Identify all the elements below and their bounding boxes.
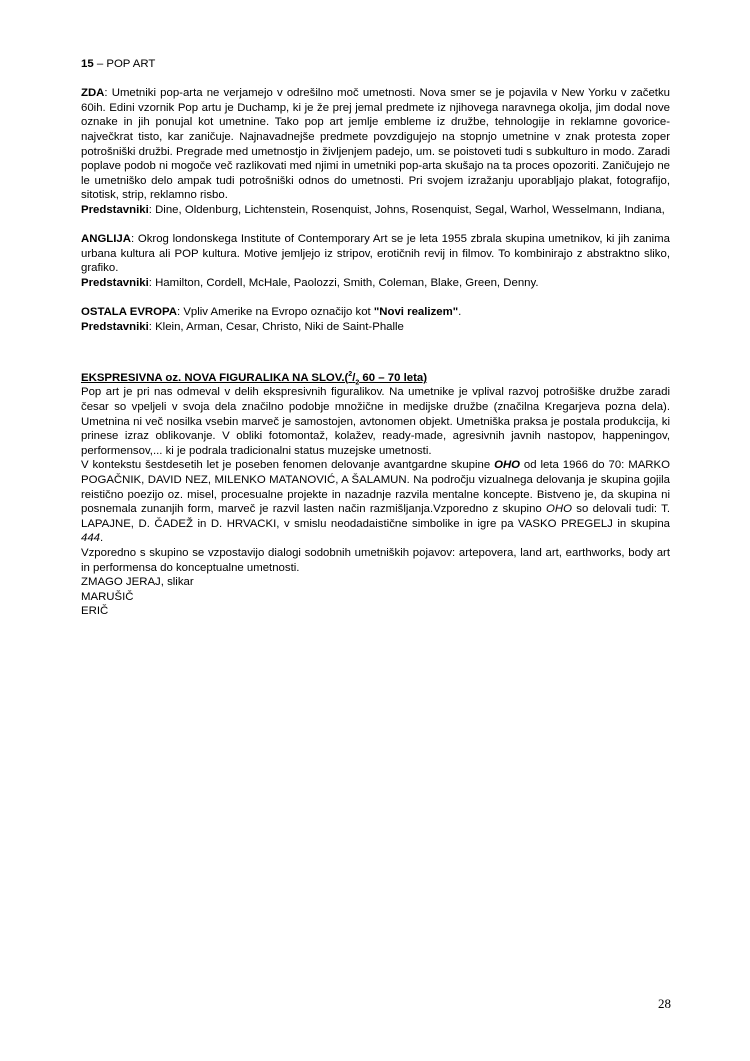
fraction-slash: /	[352, 371, 356, 384]
oho-name: OHO	[494, 459, 521, 472]
evropa-label: OSTALA EVROPA	[81, 306, 177, 319]
zda-text: : Umetniki pop-arta ne verjamejo v odrešilno moč umetnosti. Nova smer se je pojavila v New Yorku v začetku 60ih. Edini vzornik Pop artu je Duchamp, ki je že prej jemal predmete iz njihovega naravnega okolja, jim dodal nove oznake in jih ponujal kot umetnine. Tako pop art jemlje embleme iz družbe, tehnologije in reklamne govorice-največkrat tisto, kar zaničuje. Najnavadnejše predmete povzdigujejo na stopnjo umetnine v znak protesta zoper potrošniški družbi. Pregrade med umetnostjo in življenjem padejo, um. se poistoveti tudi s subkulturo in modo. Zaradi poplave podob ni mogoče več razlikovati med njimi in umetniki pop-arta skušajo na ta proces opozoriti. Zaničujejo ne le umetniško delo ampak tudi potrošniški odnos do umetnosti. Pri svojem izražanju uporabljajo plakat, fotografijo, sitotisk, strip, reklamno risbo.	[81, 87, 670, 202]
artist-name-2: MARUŠIČ	[81, 590, 134, 603]
fraction-numerator: 2	[348, 371, 353, 379]
anglija-label: ANGLIJA	[81, 233, 131, 246]
anglija-paragraph	[81, 232, 670, 290]
anglija-text: : Okrog londonskega Institute of Contemporary Art se je leta 1955 zbrala skupina umetnikov, ki jih zanima urbana kultura ali POP kultura. Motive jemljejo iz stripov, erotičnih revij in filmov. To kombinirajo z abstraktno sliko, grafiko.	[81, 233, 670, 275]
zda-representatives-text: : Dine, Oldenburg, Lichtenstein, Rosenquist, Johns, Rosenquist, Segal, Warhol, Wesselmann, Indiana,	[148, 203, 665, 216]
artist-name-1: ZMAGO JERAJ, slikar	[81, 576, 194, 589]
artist-name-3: ERIČ	[81, 605, 109, 618]
zda-representatives-label: Predstavniki	[81, 203, 149, 216]
p2-part-c: so delovali tudi: T. LAPAJNE, D. ČADEŽ in D. HRVACKI, v smislu neodadaistične simbolike in igre pa VASKO PREGELJ in skupina	[81, 503, 670, 530]
evropa-paragraph	[81, 305, 670, 334]
oho-name-2: OHO	[546, 503, 572, 516]
p2-part-a: V kontekstu šestdesetih let je poseben fenomen delovanje avantgardne skupine	[81, 459, 495, 472]
p2-part-d: .	[100, 532, 104, 545]
heading-number: 15	[81, 58, 94, 70]
evropa-end: .	[458, 306, 462, 319]
evropa-text: : Vpliv Amerike na Evropo označijo kot	[176, 306, 374, 319]
zda-label: ZDA	[81, 87, 105, 100]
page-number: 28	[658, 996, 671, 1011]
ekspresivna-title	[81, 371, 428, 387]
ekspresivna-heading	[81, 371, 670, 386]
ekspresivna-title-a: EKSPRESIVNA oz. NOVA FIGURALIKA NA SLOV.(	[81, 371, 349, 384]
zda-paragraph	[81, 86, 670, 217]
evropa-quote: "Novi realizem"	[373, 306, 459, 319]
evropa-representatives-label: Predstavniki	[81, 320, 149, 333]
ekspresivna-paragraph-3: Vzporedno s skupino se vzpostavijo dialogi sodobnih umetniških pojavov: artepovera, land art, earthworks, body art in performensa do konceptualne umetnosti.	[81, 547, 670, 574]
heading-title: POP ART	[106, 58, 156, 70]
document-page	[81, 57, 670, 619]
ekspresivna-paragraph-2	[81, 458, 670, 546]
ekspresivna-paragraph-1: Pop art je pri nas odmeval v delih ekspresivnih figuralikov. Na umetnike je vplival razvoj potrošiške družbe zaradi česar so vpeljeli v svoja dela značilno podobje množične in medijske družbe (značilna Kregarjeva pozna dela). Umetnina ni več nosilka vsebin marveč je samostojen, avtonomen objekt. Umetniška praksa je postala produkcija, ki prinese izraz oblikovanje. V obliki fotomontaž, kolažev, ready-made, agresivnih javnih nastopov, happeningov, performensov,... ki je podrala tradicionalni status muzejske umetnosti.	[81, 386, 670, 457]
evropa-representatives-text: : Klein, Arman, Cesar, Christo, Niki de Saint-Phalle	[148, 320, 404, 333]
ekspresivna-title-b: 60 – 70 leta)	[359, 371, 428, 384]
group-444: 444	[81, 532, 101, 545]
p2-part-b: od leta 1966 do 70: MARKO POGAČNIK, DAVID NEZ, MILENKO MATANOVIĆ, A ŠALAMUN. Na področju vizualnega delovanja je skupina gojila reistično poezijo oz. misel, procesualne projekte in nazadnje razvila mentalne koncepte. Bistveno je, da skupina ni posnemala zunanjih form, marveč je razvil lasten način razmišljanja.Vzporedno z skupino	[81, 459, 670, 516]
anglija-representatives-text: : Hamilton, Cordell, McHale, Paolozzi, Smith, Coleman, Blake, Green, Denny.	[148, 276, 539, 289]
anglija-representatives-label: Predstavniki	[81, 276, 149, 289]
fraction-denominator: 2	[355, 379, 360, 387]
heading-separator: –	[93, 58, 107, 70]
section-heading	[81, 57, 670, 72]
